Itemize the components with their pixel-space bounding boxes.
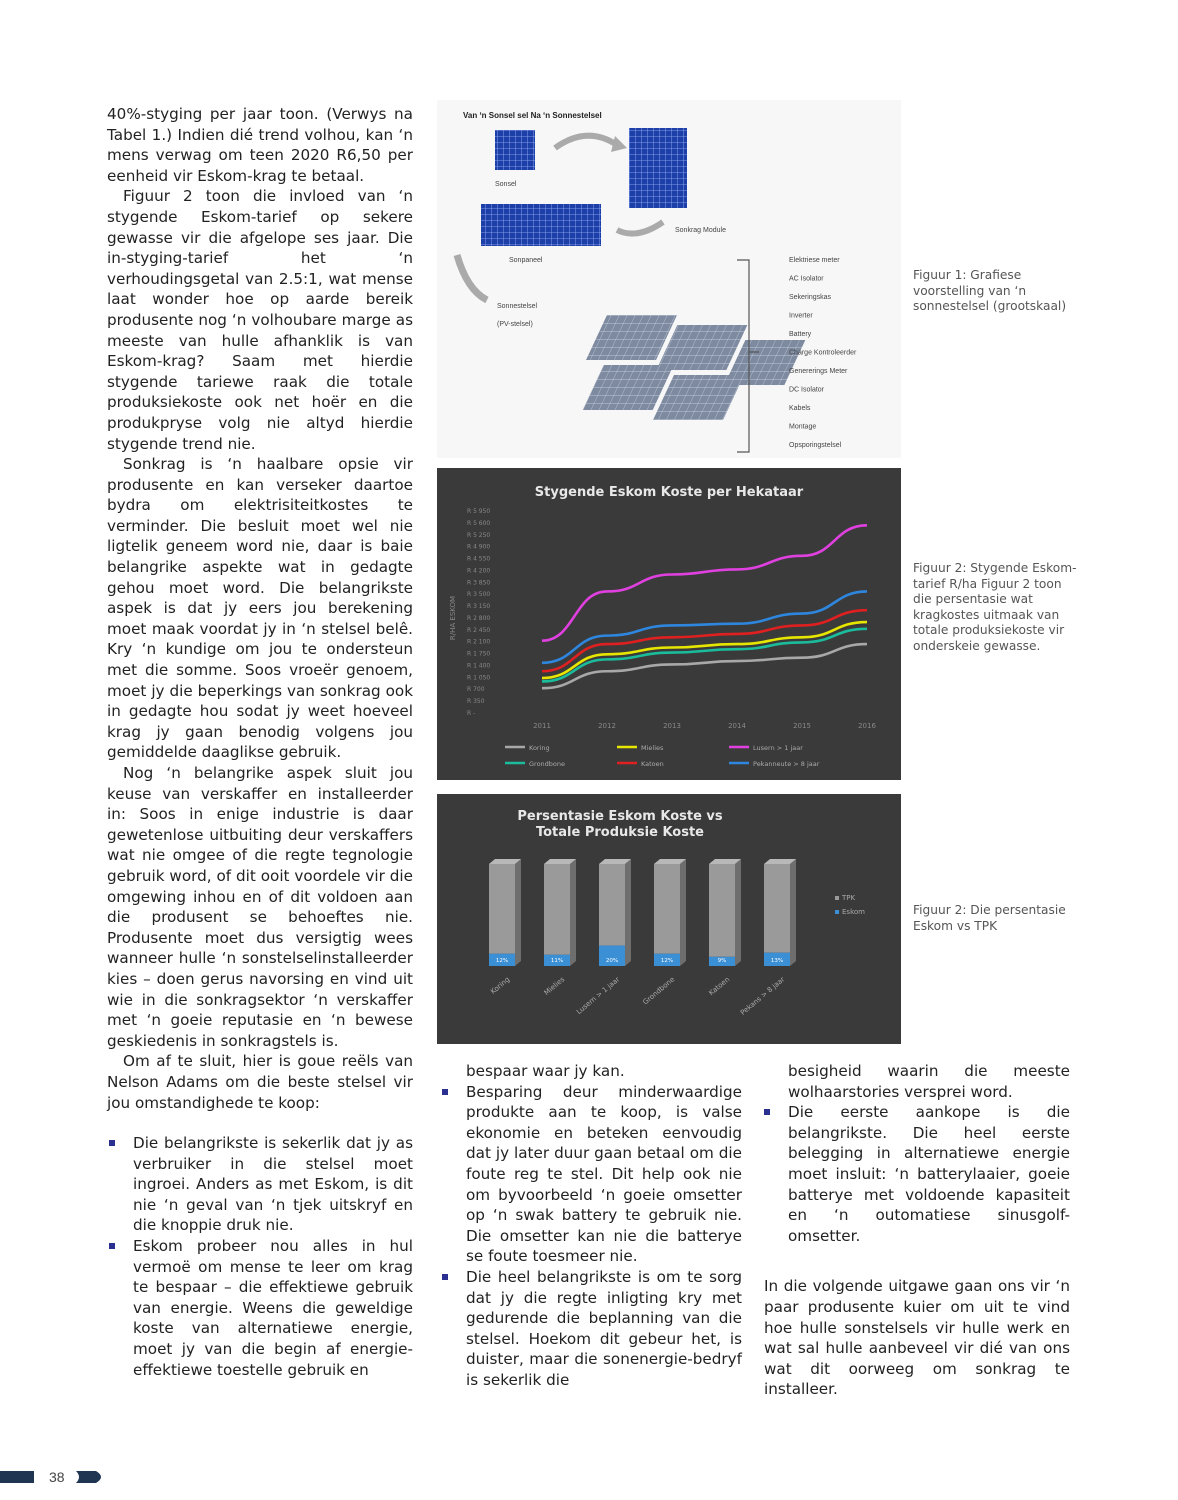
component-label: Opsporingstelsel bbox=[789, 442, 842, 449]
x-tick-label: 2014 bbox=[728, 722, 746, 730]
bullet-icon bbox=[764, 1109, 770, 1115]
y-tick-label: R 3 150 bbox=[467, 603, 491, 611]
bar-side bbox=[790, 859, 796, 966]
legend-label: Katoen bbox=[641, 760, 664, 768]
x-tick-label: 2011 bbox=[533, 722, 551, 730]
diagram-title: Van ‘n Sonsel sel Na ‘n Sonnestelsel bbox=[463, 111, 602, 120]
label-paneel: Sonpaneel bbox=[509, 257, 543, 264]
x-tick-label: 2016 bbox=[858, 722, 876, 730]
component-label: Kabels bbox=[789, 405, 811, 412]
solar-cell-icon bbox=[495, 130, 535, 170]
bar-tpk bbox=[544, 864, 570, 955]
bar-side bbox=[680, 859, 686, 966]
figure-caption: Figuur 1: Grafiese voorstelling van ‘n sonnestelsel (grootskaal) bbox=[913, 268, 1067, 313]
y-tick-label: R 350 bbox=[467, 698, 485, 706]
component-list bbox=[789, 257, 857, 449]
bar-tpk bbox=[709, 864, 735, 957]
figure-solar-diagram bbox=[437, 100, 901, 458]
list-item bbox=[440, 1082, 742, 1267]
component-label: Montage bbox=[789, 423, 817, 431]
list-item bbox=[107, 1133, 413, 1236]
component-label: Genererings Meter bbox=[789, 368, 848, 375]
y-tick-label: R 1 400 bbox=[467, 662, 491, 670]
bullet-icon bbox=[442, 1089, 448, 1095]
y-tick-label: R 2 450 bbox=[467, 626, 491, 634]
bar-data-label: 9% bbox=[717, 958, 727, 964]
list-item-text: Die belangrikste is sekerlik dat jy as verbruiker in die stelsel moet ingroei. Anders as met Eskom, is dit nie ‘n geval van ‘n tjek uitskryf en die knoppie druk nie. bbox=[133, 1134, 413, 1235]
list-item bbox=[107, 1236, 413, 1380]
y-tick-label: R 3 850 bbox=[467, 579, 491, 587]
label-module: Sonkrag Module bbox=[675, 227, 726, 234]
bar-data-label: 11% bbox=[550, 958, 564, 964]
bar-side bbox=[515, 859, 521, 966]
article-column-2 bbox=[440, 1061, 742, 1391]
arrow-head-icon bbox=[611, 136, 627, 152]
label-sonsel: Sonsel bbox=[495, 181, 517, 188]
paragraph: 40%-styging per jaar toon. (Verwys na Tabel 1.) Indien dié trend volhou, kan ‘n mens verwag om teen 2020 R6,50 per eenheid vir Eskom-krag te betaal. bbox=[107, 105, 413, 185]
y-tick-label: R 5 950 bbox=[467, 508, 491, 515]
paragraph: In die volgende uitgawe gaan ons vir ‘n paar produsente kuier om uit te vind hoe hulle sonstelsels vir hulle werk en wat sal hulle aanbeveel vir dié van ons wat dit oorweeg om sonkrag te installeer. bbox=[764, 1277, 1070, 1399]
paragraph: Sonkrag is ‘n haalbare opsie vir produsente en kan verseker daartoe bydra om elektrisiteitkostes te verminder. Die besluit moet wel nie ligtelik geneem word nie, daar is baie belangrike aspekte wat in gedagte gehou moet word. Die belangrikste aspek is dat jy eers jou berekening moet maak voordat jy in ‘n stelsel belê. Kry ‘n kundige om jou te ondersteun met die somme. Soos vroeër genoem, moet jy die beperkings van sonkrag ook in gedagte hou sodat jy weet hoeveel krag jy gaan benodig volgens jou gemiddelde daaglikse gebruik. bbox=[107, 455, 413, 762]
article-column-1 bbox=[107, 104, 413, 1380]
y-tick-label: R 5 250 bbox=[467, 531, 491, 539]
chart-title: Persentasie Eskom Koste vs bbox=[517, 809, 723, 824]
figure-caption: Figuur 2: Die persentasie Eskom vs TPK bbox=[913, 903, 1066, 933]
bar-tpk bbox=[599, 864, 625, 946]
arrow-icon bbox=[555, 136, 617, 148]
component-label: DC Isolator bbox=[789, 386, 825, 394]
component-label: Inverter bbox=[789, 312, 813, 320]
component-label: Sekeringskas bbox=[789, 294, 832, 301]
y-tick-label: R - bbox=[467, 710, 476, 717]
bar-tpk bbox=[489, 864, 515, 954]
bullet-icon bbox=[442, 1274, 448, 1280]
legend-swatch bbox=[835, 910, 839, 914]
legend-swatch bbox=[835, 896, 839, 900]
solar-module-icon bbox=[629, 128, 687, 208]
bar-side bbox=[625, 859, 631, 966]
legend-label: Mielies bbox=[641, 744, 664, 752]
x-tick-label: Lusern > 1 jaar bbox=[574, 975, 622, 1017]
y-axis-label: R/HA ESKOM bbox=[449, 595, 457, 641]
paragraph: Om af te sluit, hier is goue reëls van Nelson Adams om die beste stelsel vir jou omstandighede te koop: bbox=[107, 1052, 413, 1112]
label-stelsel-pv: (PV-stelsel) bbox=[497, 321, 533, 328]
component-label: AC Isolator bbox=[789, 275, 824, 283]
figure-line-chart bbox=[437, 468, 901, 780]
list-item-continued bbox=[762, 1061, 1070, 1102]
chart-title: Totale Produksie Koste bbox=[535, 825, 705, 840]
list-item bbox=[440, 1267, 742, 1391]
list-item-text: Die eerste aankope is die belangrikste. Die heel eerste belegging in alternatiewe energie moet insluit: ‘n batterylaaier, goeie batterye met voldoende kapasiteit en ‘n outomatiese sinusgolf-omsetter. bbox=[788, 1103, 1070, 1245]
bar-tpk bbox=[654, 864, 680, 954]
bullet-list bbox=[107, 1133, 413, 1380]
x-tick-label: Mielies bbox=[542, 975, 567, 998]
paragraph: Nog ‘n belangrike aspek sluit jou keuse van verskaffer en installeerder in: Soos in enige industrie is daar gewetenlose uitbuiting deur verskaffers wat nie omgee of die regte tegnologie gebruik word, of dit ooit voordele vir die omgewing inhou en of dit voldoen aan die produsent se behoeftes nie. Produsente moet dus versigtig wees wanneer hulle ‘n sonstelselinstalleerder kies – doen gerus navorsing en vind uit wie in die sonkragsektor ‘n verskaffer met ‘n goeie reputasie en ‘n bewese geskiedenis in sonkragstels is. bbox=[107, 764, 413, 1050]
x-tick-label: Pekans > 8 jaar bbox=[739, 975, 787, 1017]
y-tick-label: R 1 750 bbox=[467, 650, 491, 658]
label-stelsel: Sonnestelsel bbox=[497, 303, 538, 310]
x-tick-label: 2015 bbox=[793, 722, 811, 730]
y-tick-label: R 5 600 bbox=[467, 519, 491, 527]
legend-label: Lusern > 1 jaar bbox=[753, 744, 803, 752]
list-item-text: Die heel belangrikste is om te sorg dat jy die regte inligting kry met gedurende die beplanning van die stelsel. Hoekom dit gebeur het, is duister, maar die sonenergie-bedryf is sekerlik die bbox=[466, 1267, 742, 1389]
page-number-svg bbox=[0, 1466, 110, 1488]
page-number-badge bbox=[0, 1466, 110, 1488]
bullet-icon bbox=[109, 1243, 115, 1249]
list-item bbox=[762, 1102, 1070, 1246]
x-tick-label: Katoen bbox=[707, 975, 732, 998]
y-tick-label: R 2 800 bbox=[467, 614, 491, 622]
legend-label: Eskom bbox=[842, 908, 865, 916]
legend-label: Koring bbox=[529, 744, 550, 752]
legend-label: TPK bbox=[842, 894, 856, 902]
x-tick-label: 2013 bbox=[663, 722, 681, 730]
arrow-icon bbox=[457, 255, 487, 300]
y-tick-label: R 2 100 bbox=[467, 638, 491, 646]
list-item-text: bespaar waar jy kan. bbox=[466, 1062, 625, 1080]
legend-label: Pekanneute > 8 jaar bbox=[753, 760, 820, 768]
solar-panel-icon bbox=[481, 204, 601, 246]
bar-data-label: 12% bbox=[495, 958, 509, 964]
bar-data-label: 12% bbox=[660, 958, 674, 964]
figure-caption: Figuur 2: Stygende Eskom-tarief R/ha Figuur 2 toon die persentasie wat kragkostes uitmaak van totale produksiekoste vir onderskeie gewasse. bbox=[913, 561, 1077, 653]
arrow-icon bbox=[617, 222, 663, 234]
list-item-continued bbox=[440, 1061, 742, 1082]
list-item-text: Eskom probeer nou alles in hul vermoë om mense te leer om krag te bespaar – die effektiewe gebruik van energie. Weens die geweldige koste van alternatiewe energie, moet jy van die begin af energie-effektiewe toestelle gebruik en bbox=[133, 1237, 413, 1379]
bullet-list bbox=[440, 1061, 742, 1391]
y-tick-label: R 1 050 bbox=[467, 674, 491, 682]
chart-title: Stygende Eskom Koste per Hekataar bbox=[534, 485, 804, 500]
bullet-icon bbox=[109, 1140, 115, 1146]
paragraph: Figuur 2 toon die invloed van ‘n stygende Eskom-tarief op sekere gewasse vir die afgelope ses jaar. Die in-styging-tarief het ‘n verhoudingsgetal van 2.5:1, wat mense laat wonder hoe op aarde bereik produsente nog ‘n volhoubare marge as meeste van hulle afhanklik is van Eskom-krag? Saam met hierdie stygende tariewe raak die totale produksiekoste ook net hoër en die produkpryse volg nie altyd hierdie stygende trend nie. bbox=[107, 187, 413, 453]
list-item-text: besigheid waarin die meeste wolhaarstories versprei word. bbox=[788, 1062, 1070, 1101]
y-tick-label: R 3 500 bbox=[467, 591, 491, 599]
bar-tpk bbox=[764, 864, 790, 953]
bar-data-label: 20% bbox=[605, 958, 619, 964]
x-tick-label: Grondbone bbox=[641, 975, 677, 1007]
component-label: Battery bbox=[789, 331, 812, 338]
legend-label: Grondbone bbox=[529, 760, 566, 768]
y-tick-label: R 4 900 bbox=[467, 543, 491, 551]
bullet-list bbox=[762, 1061, 1070, 1246]
bar-side bbox=[735, 859, 741, 966]
y-tick-label: R 4 200 bbox=[467, 567, 491, 575]
page-number: 38 bbox=[49, 1469, 65, 1485]
pv-array-icon bbox=[558, 312, 817, 420]
list-item-text: Besparing deur minderwaardige produkte aan te koop, is valse ekonomie en beteken eenvoudig dat jy later duur gaan betaal om die foute reg te stel. Dit help ook nie om byvoorbeeld ‘n goeie omsetter op ‘n swak battery te gebruik nie. Die omsetter kan nie die batterye se foute toesmeer nie. bbox=[466, 1082, 742, 1266]
component-label: Elektriese meter bbox=[789, 257, 840, 264]
bar-data-label: 13% bbox=[770, 958, 784, 964]
figure-bar-chart bbox=[437, 794, 901, 1044]
bar-side bbox=[570, 859, 576, 966]
x-tick-label: 2012 bbox=[598, 722, 616, 730]
y-tick-label: R 700 bbox=[467, 686, 485, 694]
y-tick-label: R 4 550 bbox=[467, 555, 491, 563]
x-tick-label: Koring bbox=[489, 975, 512, 996]
line-chart-svg bbox=[437, 468, 901, 780]
bar-chart-svg bbox=[437, 794, 901, 1044]
solar-diagram-svg bbox=[437, 100, 901, 458]
article-column-3 bbox=[762, 1061, 1070, 1400]
component-label: Charge Kontroleerder bbox=[789, 349, 857, 357]
